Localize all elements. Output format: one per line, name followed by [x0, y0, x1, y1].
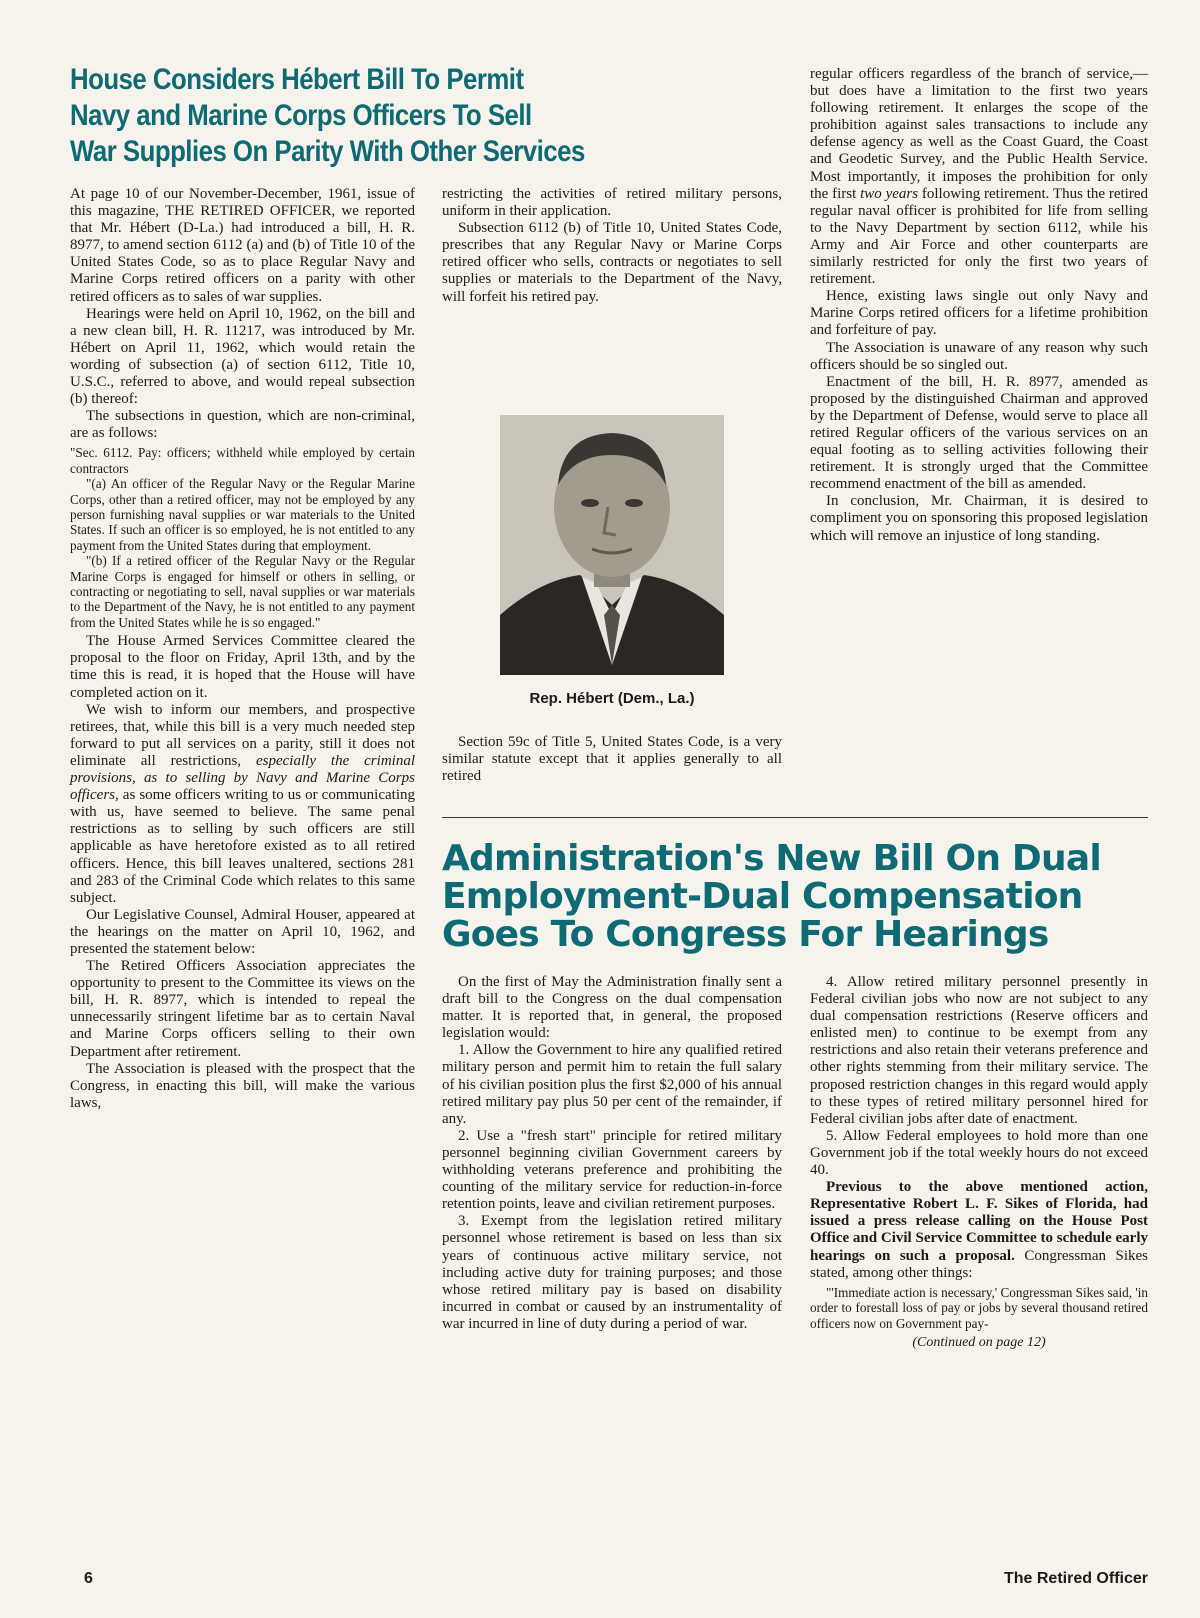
- paragraph: Section 59c of Title 5, United States Code, is a very similar statute except that it applies generally to all retired: [442, 734, 782, 785]
- statute-quote: [70, 445, 415, 630]
- article1-column-1: [70, 186, 415, 1112]
- headline-line: Employment-Dual Compensation: [442, 876, 1083, 917]
- section-divider: [442, 817, 1148, 818]
- magazine-name: The Retired Officer: [1003, 1570, 1148, 1587]
- text-run: We wish to inform our members, and prospective retirees, that, while this bill is a very much needed step forward to put all services on a parity, still it does not eliminate all restrictions,: [70, 701, 415, 769]
- paragraph: The Association is pleased with the prospect that the Congress, in enacting this bill, will make the various laws,: [70, 1060, 415, 1111]
- emphasis-text: two years: [860, 185, 919, 202]
- paragraph: Hence, existing laws single out only Navy and Marine Corps retired officers for a lifetime prohibition and forfeiture of pay.: [810, 288, 1148, 339]
- quote-subsection-a: "(a) An officer of the Regular Navy or the Regular Marine Corps, other than a retired officer, may not be employed by any person furnishing naval supplies or war materials to the United States. If such an officer is so employed, he is not entitled to any payment from the United States during that employment.: [70, 476, 415, 553]
- portrait-photo: [500, 415, 724, 675]
- quote-subsection-b: "(b) If a retired officer of the Regular Navy or the Regular Marine Corps is engaged for himself or others in selling, or contracting or negotiating to sell, naval supplies or war materials to the Department of the Navy, he is not entitled to any payment from the United States while he is so engaged.": [70, 553, 415, 630]
- paragraph: Enactment of the bill, H. R. 8977, amended as proposed by the distinguished Chairman and approved by the Department of Defense, would serve to place all retired Regular officers of the various services on an equal footing as to selling activities following their retirement. It is strongly urged that the Committee recommend enactment of the bill as amended.: [810, 373, 1148, 493]
- text-run: Congressman Sikes stated, among other things:: [810, 1247, 1148, 1281]
- headline-line: House Considers Hébert Bill To Permit: [70, 63, 524, 96]
- portrait-image: [500, 415, 724, 675]
- list-item: 1. Allow the Government to hire any qualified retired military person and permit him to retain the full salary of his civilian position plus the first $2,000 of his annual retired military pay plus 50 per cent of the remainder, if any.: [442, 1042, 782, 1127]
- page-number: 6: [84, 1570, 93, 1587]
- paragraph: The House Armed Services Committee cleared the proposal to the floor on Friday, April 13th, and by the time this is read, it is hoped that the House will have completed action on it.: [70, 633, 415, 701]
- article1-column-2: [442, 186, 782, 306]
- paragraph: restricting the activities of retired military persons, uniform in their application.: [442, 186, 782, 220]
- sikes-quote: [810, 1285, 1148, 1331]
- quote-text: "'Immediate action is necessary,' Congressman Sikes said, 'in order to forestall loss of pay or jobs by several thousand retired officers now on Government pay-: [810, 1284, 1148, 1331]
- paragraph: The Retired Officers Association appreciates the opportunity to present to the Committee its views on the bill, H. R. 8977, which is intended to repeal the unnecessarily stringent lifetime bar as to certain Naval and Marine Corps officers selling to their own Department after retirement.: [70, 958, 415, 1060]
- emphasis-text: especially the criminal provisions, as to selling by Navy and Marine Corps officers,: [70, 752, 415, 804]
- quote-heading: "Sec. 6112. Pay: officers; withheld while employed by certain contractors: [70, 445, 415, 476]
- paragraph: [70, 702, 415, 907]
- list-item: 2. Use a "fresh start" principle for retired military personnel beginning civilian Government careers by withholding veterans preference and prohibiting the counting of the military service for reduction-in-force retention points, leave and civilian retirement purposes.: [442, 1127, 782, 1213]
- list-item: 4. Allow retired military personnel presently in Federal civilian jobs who now are not subject to any dual compensation restrictions (Reserve officers and enlisted men) to continue to be exempt from any restrictions and also retain their veterans preference and other rights stemming from their military service. The proposed restriction changes in this regard would apply to these types of retired military personnel hired for Federal civilian jobs after date of enactment.: [810, 974, 1148, 1127]
- article2-column-2: [810, 974, 1148, 1351]
- paragraph: [810, 1179, 1148, 1282]
- headline-line: War Supplies On Parity With Other Services: [70, 135, 585, 168]
- continued-note: (Continued on page 12): [912, 1334, 1046, 1350]
- article2-headline: [442, 840, 1101, 954]
- paragraph: Subsection 6112 (b) of Title 10, United States Code, prescribes that any Regular Navy or Marine Corps retired officer who sells, contracts or negotiates to sell supplies or materials to the Department of the Navy, will forfeit his retired pay.: [442, 220, 782, 305]
- article1-column-2-bottom: [442, 734, 782, 785]
- paragraph: Our Legislative Counsel, Admiral Houser, appeared at the hearings on the matter on April 10, 1962, and presented the statement below:: [70, 906, 415, 957]
- bold-text: Previous to the above mentioned action, Representative Robert L. F. Sikes of Florida, had issued a press release calling on the House Post Office and Civil Service Committee to schedule early hearings on such a proposal.: [810, 1179, 1148, 1264]
- paragraph: Hearings were held on April 10, 1962, on the bill and a new clean bill, H. R. 11217, was introduced by Mr. Hébert on April 11, 1962, which would retain the wording of subsection (a) of section 6112, Title 10, U.S.C., referred to above, and would repeal subsection (b) thereof:: [70, 305, 415, 408]
- text-run: following retirement. Thus the retired regular naval officer is prohibited for life from selling to the Navy Department by section 6112, while his Army and Air Force and other counterparts are similarly restricted for only the first two years of retirement.: [810, 185, 1148, 288]
- paragraph: At page 10 of our November-December, 1961, issue of this magazine, THE RETIRED OFFICER, we reported that Mr. Hébert (D-La.) had introduced a bill, H. R. 8977, to amend section 6112 (a) and (b) of Title 10 of the United States Code, so as to place Regular Navy and Marine Corps retired officers on a parity with other retired officers as to sales of war supplies.: [70, 186, 415, 305]
- paragraph: [810, 66, 1148, 288]
- headline-line: Administration's New Bill On Dual: [442, 838, 1101, 879]
- headline-line: Navy and Marine Corps Officers To Sell: [70, 99, 532, 132]
- photo-caption: Rep. Hébert (Dem., La.): [529, 690, 695, 707]
- article1-headline: [70, 62, 585, 170]
- list-item: 5. Allow Federal employees to hold more than one Government job if the total weekly hours do not exceed 40.: [810, 1127, 1148, 1179]
- article1-column-3: [810, 66, 1148, 545]
- paragraph: On the first of May the Administration finally sent a draft bill to the Congress on the dual compensation matter. It is reported that, in general, the proposed legislation would:: [442, 974, 782, 1042]
- paragraph: The subsections in question, which are non-criminal, are as follows:: [70, 408, 415, 442]
- headline-line: Goes To Congress For Hearings: [442, 914, 1049, 955]
- text-run: as some officers writing to us or communicating with us, have seemed to believe. The same penal restrictions as to selling by such officers are still applicable as have heretofore existed as to all retired officers. Hence, this bill leaves unaltered, sections 281 and 283 of the Criminal Code which relates to this same subject.: [70, 787, 415, 906]
- article2-column-1: [442, 974, 782, 1333]
- paragraph: In conclusion, Mr. Chairman, it is desired to compliment you on sponsoring this proposed legislation which will remove an injustice of long standing.: [810, 493, 1148, 544]
- paragraph: The Association is unaware of any reason why such officers should be so singled out.: [810, 339, 1148, 373]
- list-item: 3. Exempt from the legislation retired military personnel whose retirement is based on less than six years of continuous active military service, not including active duty for training purposes; and those whose retired military pay is based on disability incurred in combat or caused by an instrumentality of war incurred in line of duty during a period of war.: [442, 1213, 782, 1332]
- text-run: regular officers regardless of the branch of service,—but does have a limitation to the first two years following retirement. It enlarges the scope of the prohibition against sales transactions to include any defense agency as well as the Coast Guard, the Coast and Geodetic Survey, and the Public Health Service. Most importantly, it imposes the prohibition for only the first: [810, 66, 1148, 202]
